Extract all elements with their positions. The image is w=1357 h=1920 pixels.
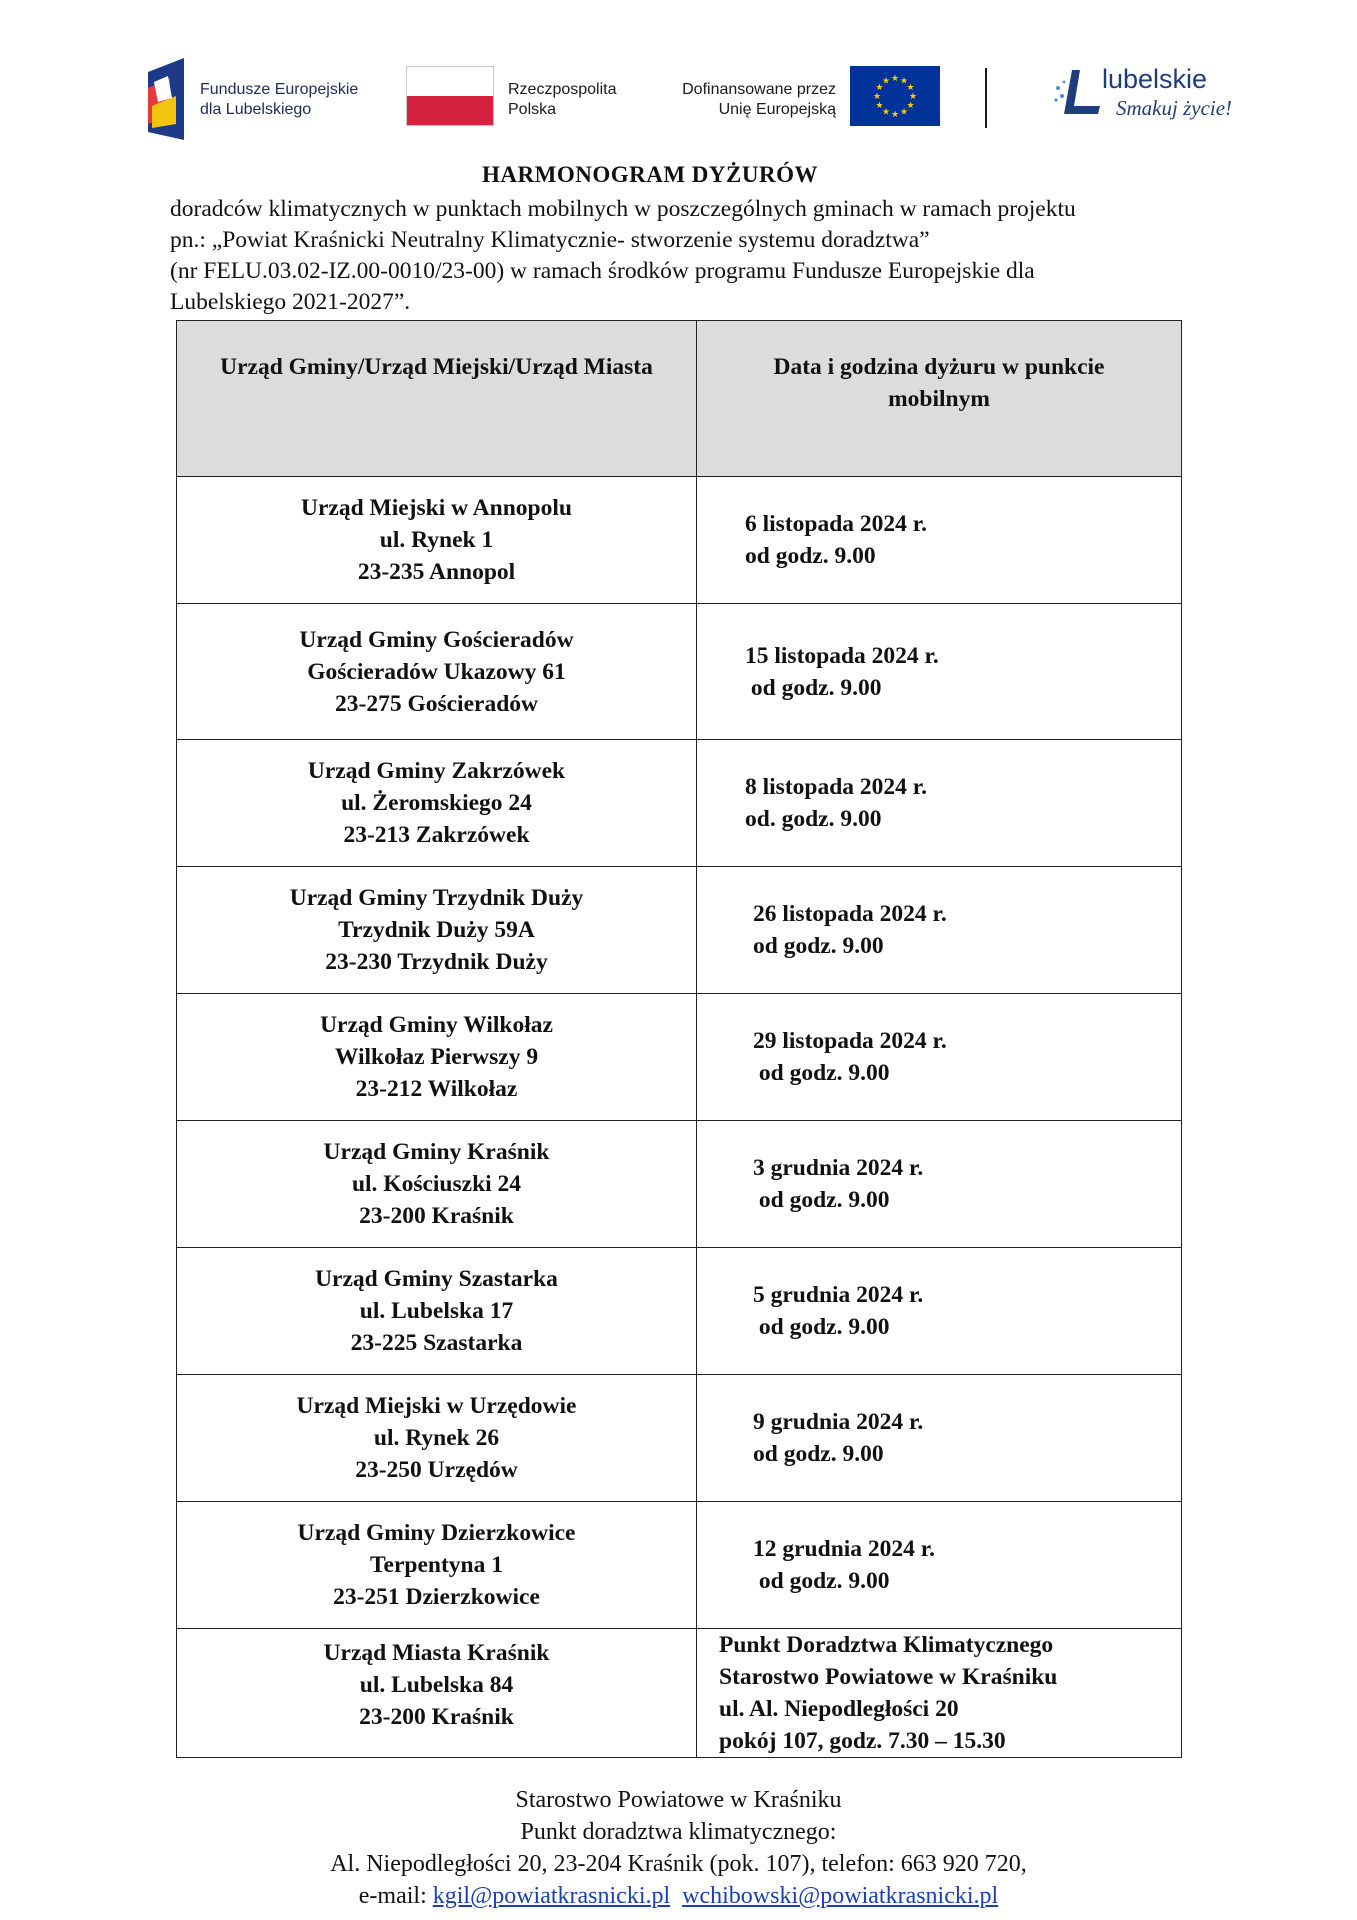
document-title: HARMONOGRAM DYŻURÓW xyxy=(482,162,818,187)
table-row xyxy=(177,740,1182,867)
ue-line1: Dofinansowane przez xyxy=(682,81,836,98)
footer-line1: Starostwo Powiatowe w Kraśniku xyxy=(515,1787,842,1813)
eu-cofinancing-logo xyxy=(660,66,940,130)
intro-line3: (nr FELU.03.02-IZ.00-0010/23-00) w ramach środków programu Fundusze Europejskie dla xyxy=(170,258,1035,284)
table-row xyxy=(177,867,1182,994)
svg-text:★: ★ xyxy=(906,101,915,111)
header-date: Data i godzina dyżuru w punkcie mobilnym xyxy=(697,321,1182,477)
lubelskie-word: lubelskie xyxy=(1102,64,1208,94)
svg-text:★: ★ xyxy=(875,83,884,93)
svg-text:★: ★ xyxy=(899,107,909,118)
office-cell: Urząd Gminy Wilkołaz Wilkołaz Pierwszy 9 23-212 Wilkołaz xyxy=(177,994,697,1121)
svg-text:★: ★ xyxy=(908,92,918,102)
footer-contact xyxy=(0,1784,1357,1912)
footer-email-line xyxy=(0,1880,1357,1912)
eu-flag-icon xyxy=(850,66,940,126)
ue-line2: Unię Europejską xyxy=(718,101,836,118)
footer-line2: Punkt doradztwa klimatycznego: xyxy=(520,1819,837,1845)
office-cell: Urząd Gminy Dzierzkowice Terpentyna 1 23-251 Dzierzkowice xyxy=(177,1502,697,1629)
office-cell: Urząd Gminy Trzydnik Duży Trzydnik Duży 59A 23-230 Trzydnik Duży xyxy=(177,867,697,994)
office-cell: Urząd Miejski w Urzędowie ul. Rynek 26 23-250 Urzędów xyxy=(177,1375,697,1502)
email-label: e-mail: xyxy=(358,1883,433,1909)
svg-text:★: ★ xyxy=(875,101,884,111)
table-row xyxy=(177,1629,1182,1758)
lubelskie-slogan: Smakuj życie! xyxy=(1116,96,1233,120)
table-row xyxy=(177,994,1182,1121)
fe-emblem-icon xyxy=(148,58,192,140)
schedule-table xyxy=(176,320,1182,1758)
table-header-row xyxy=(177,321,1182,477)
logo-divider xyxy=(985,68,987,128)
table-row xyxy=(177,1248,1182,1375)
table-row xyxy=(177,604,1182,740)
date-cell: 9 grudnia 2024 r. od godz. 9.00 xyxy=(697,1375,1182,1502)
lubelskie-logo xyxy=(1050,64,1233,134)
office-cell: Urząd Miejski w Annopolu ul. Rynek 1 23-235 Annopol xyxy=(177,477,697,604)
svg-text:★: ★ xyxy=(890,110,900,120)
date-cell: 12 grudnia 2024 r. od godz. 9.00 xyxy=(697,1502,1182,1629)
office-cell: Urząd Gminy Gościeradów Gościeradów Ukazowy 61 23-275 Gościeradów xyxy=(177,604,697,740)
header-office: Urząd Gminy/Urząd Miejski/Urząd Miasta xyxy=(177,321,697,477)
svg-text:★: ★ xyxy=(872,92,882,102)
rp-line1: Rzeczpospolita xyxy=(508,81,617,98)
intro-line2: pn.: „Powiat Kraśnicki Neutralny Klimatycznie- stworzenie systemu doradztwa” xyxy=(170,227,930,253)
date-cell: 29 listopada 2024 r. od godz. 9.00 xyxy=(697,994,1182,1121)
lubelskie-emblem-icon xyxy=(1050,66,1106,122)
svg-text:★: ★ xyxy=(890,74,900,84)
date-cell: 5 grudnia 2024 r. od godz. 9.00 xyxy=(697,1248,1182,1375)
office-cell: Urząd Gminy Szastarka ul. Lubelska 17 23-225 Szastarka xyxy=(177,1248,697,1375)
svg-text:★: ★ xyxy=(881,107,891,118)
date-cell: 8 listopada 2024 r. od. godz. 9.00 xyxy=(697,740,1182,867)
date-cell: 26 listopada 2024 r. od godz. 9.00 xyxy=(697,867,1182,994)
footer-line3: Al. Niepodległości 20, 23-204 Kraśnik (pok. 107), telefon: 663 920 720, xyxy=(330,1851,1027,1877)
email-link-kgil[interactable]: kgil@powiatkrasnicki.pl xyxy=(432,1883,671,1909)
date-cell: 6 listopada 2024 r. od godz. 9.00 xyxy=(697,477,1182,604)
climate-point-cell: Punkt Doradztwa Klimatycznego Starostwo Powiatowe w Kraśniku ul. Al. Niepodległości 20 pokój 107, godz. 7.30 – 15.30 xyxy=(697,1629,1182,1758)
date-cell: 3 grudnia 2024 r. od godz. 9.00 xyxy=(697,1121,1182,1248)
svg-text:★: ★ xyxy=(906,83,915,93)
fe-line1: Fundusze Europejskie xyxy=(200,81,359,98)
logo-bar xyxy=(148,56,1233,146)
polish-flag-icon xyxy=(406,66,494,126)
fe-line2: dla Lubelskiego xyxy=(200,101,312,118)
svg-text:★: ★ xyxy=(881,76,891,87)
intro-line1: doradców klimatycznych w punktach mobilnych w poszczególnych gminach w ramach projektu xyxy=(170,196,1076,222)
svg-text:★: ★ xyxy=(899,76,909,87)
office-cell: Urząd Miasta Kraśnik ul. Lubelska 84 23-200 Kraśnik xyxy=(177,1629,697,1758)
table-row xyxy=(177,477,1182,604)
office-cell: Urząd Gminy Zakrzówek ul. Żeromskiego 24 23-213 Zakrzówek xyxy=(177,740,697,867)
table-row xyxy=(177,1375,1182,1502)
intro-line4: Lubelskiego 2021-2027”. xyxy=(170,289,411,315)
email-link-wchibowski[interactable]: wchibowski@powiatkrasnicki.pl xyxy=(682,1883,999,1909)
rp-line2: Polska xyxy=(508,101,557,118)
table-row xyxy=(177,1502,1182,1629)
office-cell: Urząd Gminy Kraśnik ul. Kościuszki 24 23-200 Kraśnik xyxy=(177,1121,697,1248)
table-row xyxy=(177,1121,1182,1248)
intro-paragraph xyxy=(170,194,1270,318)
date-cell: 15 listopada 2024 r. od godz. 9.00 xyxy=(697,604,1182,740)
